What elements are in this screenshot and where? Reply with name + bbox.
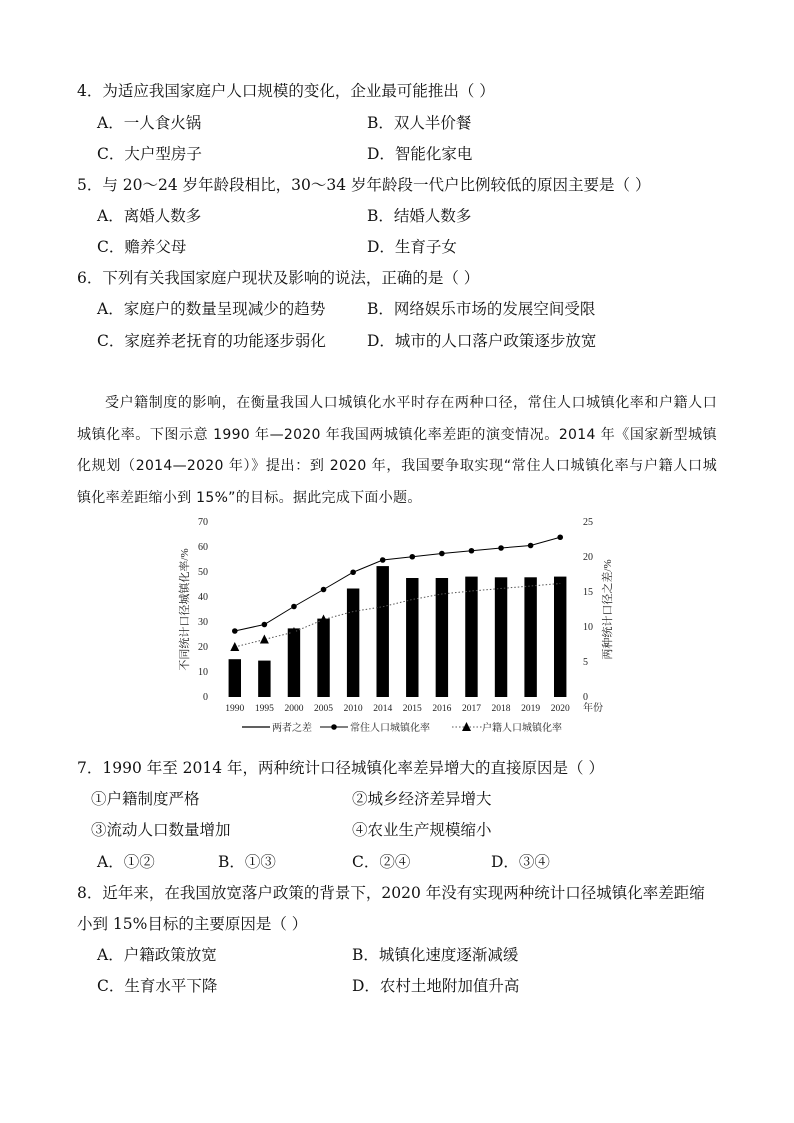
point-resident-urbanization	[350, 569, 356, 575]
right-axis-title: 两种统计口径之差/%	[602, 559, 614, 660]
right-tick-label: 15	[583, 587, 593, 598]
bar-difference	[436, 578, 448, 697]
left-tick-label: 60	[198, 542, 208, 553]
legend-registered-label: 户籍人口城镇化率	[482, 723, 562, 734]
legend-resident-label: 常住人口城镇化率	[350, 723, 430, 734]
q8-option-a[interactable]: A．户籍政策放宽	[97, 946, 217, 964]
q8-option-d[interactable]: D．农村土地附加值升高	[352, 977, 520, 995]
left-tick-label: 50	[198, 567, 208, 578]
right-tick-label: 25	[583, 517, 593, 528]
q6-option-c[interactable]: C．家庭养老抚育的功能逐步弱化	[97, 332, 326, 350]
passage	[77, 388, 717, 514]
q6-stem: 6．下列有关我国家庭户现状及影响的说法，正确的是（ ）	[77, 269, 480, 287]
x-tick-label: 2015	[402, 704, 422, 714]
point-registered-urbanization	[260, 635, 269, 644]
q7-option-d[interactable]: D．③④	[491, 853, 550, 871]
q5-option-d[interactable]: D．生育子女	[367, 238, 457, 256]
x-tick-label: 1995	[254, 704, 274, 714]
q7-statement-3: ③流动人口数量增加	[91, 821, 231, 839]
x-tick-label: 2017	[461, 704, 481, 714]
right-tick-label: 5	[583, 657, 588, 668]
point-resident-urbanization	[262, 622, 268, 628]
point-resident-urbanization	[498, 545, 504, 551]
bar-difference	[495, 577, 507, 697]
point-resident-urbanization	[380, 557, 386, 563]
q4-option-b[interactable]: B．双人半价餐	[367, 114, 472, 132]
q7-statement-2: ②城乡经济差异增大	[352, 790, 492, 808]
point-registered-urbanization	[230, 642, 239, 651]
point-resident-urbanization	[409, 554, 415, 560]
left-tick-label: 10	[198, 667, 208, 678]
left-tick-label: 70	[198, 517, 208, 528]
q6-option-a[interactable]: A．家庭户的数量呈现减少的趋势	[97, 300, 326, 318]
q6-option-b[interactable]: B．网络娱乐市场的发展空间受限	[367, 300, 596, 318]
q5-option-a[interactable]: A．离婚人数多	[97, 207, 202, 225]
x-tick-label: 2000	[284, 704, 304, 714]
legend-resident-marker	[331, 724, 337, 730]
q5-stem: 5．与 20～24 岁年龄段相比，30～34 岁年龄段一代户比例较低的原因主要是（ ）	[77, 176, 651, 194]
q4-option-c[interactable]: C．大户型房子	[97, 145, 202, 163]
q5-option-c[interactable]: C．赡养父母	[97, 238, 187, 256]
line-registered-urbanization	[235, 584, 560, 648]
q7-statement-1: ①户籍制度严格	[91, 790, 200, 808]
x-tick-label: 2005	[314, 704, 334, 714]
q8-stem-line2: 小到 15%目标的主要原因是（ ）	[77, 915, 308, 933]
left-tick-label: 40	[198, 592, 208, 603]
q8-option-b[interactable]: B．城镇化速度逐渐减缓	[352, 946, 519, 964]
q4-option-a[interactable]: A．一人食火锅	[97, 114, 202, 132]
x-tick-label: 2016	[432, 704, 452, 714]
x-tick-label: 1990	[225, 704, 245, 714]
q7-stem: 7．1990 年至 2014 年，两种统计口径城镇化率差异增大的直接原因是（ ）	[77, 759, 604, 777]
q6-option-d[interactable]: D．城市的人口落户政策逐步放宽	[367, 332, 597, 350]
point-resident-urbanization	[469, 548, 475, 554]
point-resident-urbanization	[439, 551, 445, 557]
point-resident-urbanization	[291, 604, 297, 610]
x-axis-unit: 年份	[583, 703, 603, 714]
x-tick-label: 2018	[491, 704, 511, 714]
bar-difference	[347, 589, 359, 698]
q7-option-b[interactable]: B．①③	[218, 853, 276, 871]
bar-difference	[554, 577, 566, 697]
q7-option-a[interactable]: A．①②	[97, 853, 155, 871]
point-resident-urbanization	[528, 543, 534, 549]
right-tick-label: 10	[583, 622, 593, 633]
line-resident-urbanization	[235, 537, 560, 631]
right-tick-label: 0	[583, 692, 588, 703]
urbanization-chart	[170, 512, 620, 742]
legend-difference-label: 两者之差	[272, 723, 312, 734]
bar-difference	[288, 628, 300, 697]
q7-option-c[interactable]: C．②④	[352, 853, 411, 871]
bar-difference	[406, 578, 418, 697]
q8-stem-line1: 8．近年来，在我国放宽落户政策的背景下，2020 年没有实现两种统计口径城镇化率差距缩	[77, 884, 705, 902]
q4-stem: 4．为适应我国家庭户人口规模的变化，企业最可能推出（ ）	[77, 82, 495, 100]
q4-option-d[interactable]: D．智能化家电	[367, 145, 473, 163]
right-tick-label: 20	[583, 552, 593, 563]
point-resident-urbanization	[232, 628, 238, 634]
x-tick-label: 2014	[373, 704, 393, 714]
q5-option-b[interactable]: B．结婚人数多	[367, 207, 472, 225]
bar-difference	[258, 661, 270, 697]
x-tick-label: 2020	[550, 704, 570, 714]
q8-option-c[interactable]: C．生育水平下降	[97, 977, 218, 995]
point-resident-urbanization	[557, 534, 563, 540]
x-tick-label: 2010	[343, 704, 363, 714]
bar-difference	[465, 577, 477, 697]
q7-statement-4: ④农业生产规模缩小	[352, 821, 492, 839]
passage-text: 受户籍制度的影响，在衡量我国人口城镇化水平时存在两种口径，常住人口城镇化率和户籍人口城镇化率。下图示意 1990 年—2020 年我国两城镇化率差距的演变情况。2014 年《国家新型城镇化规划（2014—2020 年）》提出：到 2020 年，我国要争取实现“常住人口城镇化率与户籍人口城镇化率差距缩小到 15%”的目标。据此完成下面小题。	[77, 395, 717, 506]
bar-difference	[376, 566, 388, 697]
bar-difference	[317, 619, 329, 697]
point-resident-urbanization	[321, 587, 327, 593]
left-axis-title: 不同统计口径城镇化率/%	[179, 548, 191, 671]
bar-difference	[229, 659, 241, 697]
x-tick-label: 2019	[521, 704, 541, 714]
left-tick-label: 30	[198, 617, 208, 628]
bar-difference	[524, 577, 536, 697]
left-tick-label: 0	[203, 692, 208, 703]
left-tick-label: 20	[198, 642, 208, 653]
